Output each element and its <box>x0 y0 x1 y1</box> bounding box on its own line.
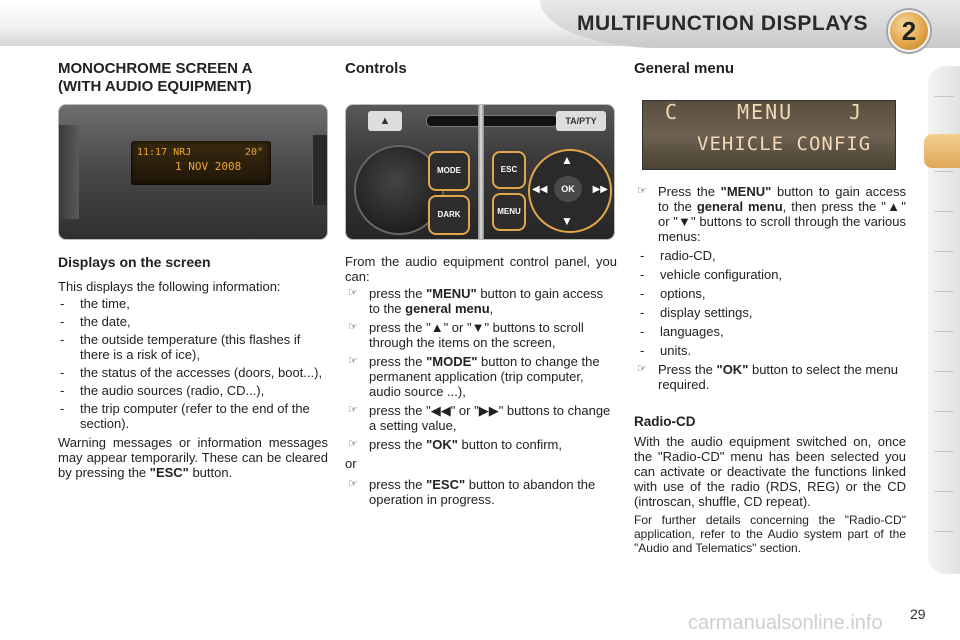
item-text: button to gain access to the <box>658 184 906 214</box>
control-panel-photo <box>345 104 615 240</box>
list-item: - the outside temperature (this flashes if there is a risk of ice), <box>58 332 328 362</box>
dash-vent-right <box>312 135 327 205</box>
navigation-pad <box>528 149 612 233</box>
pointer-icon: ☞ <box>348 404 358 416</box>
dark-button[interactable]: DARK <box>428 195 470 235</box>
item-text: press the "▲" or "▼" buttons to scroll through the items on the screen, <box>369 320 584 350</box>
column-controls <box>345 60 617 511</box>
displays-intro: This displays the following information: <box>58 279 281 294</box>
ta-pty-button[interactable]: TA/PTY <box>556 111 606 131</box>
warning-text: Warning messages or information messages may appear temporarily. These can be cleared by pressing the <box>58 435 328 480</box>
section-heading-controls: Controls <box>345 60 407 77</box>
warning-text-end: button. <box>188 465 233 480</box>
radio-cd-text: With the audio equipment switched on, once the "Radio-CD" menu has been selected you can activate or deactivate the functions linked with use of the radio (RDS, REG) or the CD (introscan, shuffle, CD repeat). <box>634 434 906 509</box>
menus-list <box>638 248 906 358</box>
pointer-icon: ☞ <box>348 478 358 490</box>
item-text: button to confirm, <box>457 437 562 452</box>
general-menu-label: general menu <box>696 199 783 214</box>
list-item: - vehicle configuration, <box>638 267 906 282</box>
tab-divider <box>934 211 954 212</box>
menu-button[interactable]: MENU <box>492 193 526 231</box>
screen-bracket-left: C <box>665 100 678 124</box>
dashboard-display-photo <box>58 104 328 240</box>
tab-divider <box>934 371 954 372</box>
tab-divider <box>934 291 954 292</box>
list-item: - languages, <box>638 324 906 339</box>
esc-key-label: "ESC" <box>149 465 189 480</box>
eject-button[interactable]: ▲ <box>368 111 402 131</box>
page-header <box>0 0 960 58</box>
lcd-temperature: 20° <box>244 147 263 158</box>
section-heading-general-menu: General menu <box>634 60 735 77</box>
pointer-icon: ☞ <box>637 185 647 197</box>
down-button[interactable]: ▼ <box>561 214 573 228</box>
list-item <box>634 362 906 392</box>
list-item <box>345 354 617 399</box>
mode-button[interactable]: MODE <box>428 151 470 191</box>
item-text: button to change the permanent application (trip computer, audio source ...), <box>369 354 600 399</box>
tab-divider <box>934 451 954 452</box>
list-item: - units. <box>638 343 906 358</box>
screen-vehicle-config: VEHICLE CONFIG <box>697 133 872 155</box>
list-item: - the status of the accesses (doors, boot...), <box>58 365 328 380</box>
item-text: Press the <box>658 362 717 377</box>
lcd-date: 1 NOV 2008 <box>175 160 242 173</box>
controls-list <box>345 286 617 452</box>
controls-intro: From the audio equipment control panel, you can: <box>345 254 617 284</box>
or-text: or <box>345 456 357 471</box>
item-text: , <box>489 301 494 316</box>
tab-divider <box>934 491 954 492</box>
pointer-icon: ☞ <box>637 363 647 375</box>
item-text: press the <box>369 437 427 452</box>
esc-button[interactable]: ESC <box>492 151 526 189</box>
ok-key-label: "OK" <box>716 362 749 377</box>
panel-divider <box>478 105 484 239</box>
screen-menu-label: MENU <box>737 100 794 124</box>
section-tab-active[interactable] <box>924 134 960 168</box>
screen-bracket-right: J <box>849 100 862 124</box>
page-number: 29 <box>910 606 926 622</box>
radio-cd-note: For further details concerning the "Radio-CD" application, refer to the Audio system part of the "Audio and Telematics" section. <box>634 513 906 555</box>
section-title-displays: Displays on the screen <box>58 254 211 270</box>
list-item <box>345 286 617 316</box>
column-general-menu <box>634 60 906 555</box>
heading-line-1: MONOCHROME SCREEN A <box>58 60 253 77</box>
item-text: button to select the menu required. <box>658 362 898 392</box>
list-item <box>634 184 906 244</box>
list-item: - options, <box>638 286 906 301</box>
ok-button[interactable]: OK <box>554 176 582 202</box>
column-monochrome-screen <box>58 60 328 480</box>
list-item <box>345 320 617 350</box>
list-item: - the trip computer (refer to the end of the section). <box>58 401 328 431</box>
item-text: press the <box>369 477 427 492</box>
pointer-icon: ☞ <box>348 355 358 367</box>
item-text: press the <box>369 354 427 369</box>
tab-divider <box>934 411 954 412</box>
heading-line-2: (WITH AUDIO EQUIPMENT) <box>58 78 252 95</box>
esc-key-label: "ESC" <box>426 477 466 492</box>
menu-key-label: "MENU" <box>426 286 477 301</box>
forward-button[interactable]: ▶▶ <box>592 184 608 195</box>
item-text: button to gain access to the <box>369 286 604 316</box>
section-title-radio-cd: Radio-CD <box>634 414 696 429</box>
mode-key-label: "MODE" <box>426 354 478 369</box>
page-title: MULTIFUNCTION DISPLAYS <box>576 12 868 35</box>
pointer-icon: ☞ <box>348 287 358 299</box>
rewind-button[interactable]: ◀◀ <box>532 184 548 195</box>
pointer-icon: ☞ <box>348 438 358 450</box>
controls-list-end <box>345 477 617 507</box>
item-text: press the <box>369 286 427 301</box>
pointer-icon: ☞ <box>348 321 358 333</box>
section-heading-monochrome <box>58 60 328 96</box>
cd-slot <box>426 115 558 127</box>
menu-screen-photo <box>642 100 896 170</box>
watermark: carmanualsonline.info <box>688 612 883 634</box>
list-item <box>345 477 617 507</box>
tab-divider <box>934 531 954 532</box>
display-info-list <box>58 296 328 431</box>
list-item: - the audio sources (radio, CD...), <box>58 383 328 398</box>
lcd-screen <box>131 141 271 185</box>
ok-key-label: "OK" <box>426 437 458 452</box>
item-text: Press the <box>658 184 721 199</box>
list-item <box>345 437 617 452</box>
tab-divider <box>934 171 954 172</box>
up-button[interactable]: ▲ <box>561 153 573 167</box>
list-item: - the date, <box>58 314 328 329</box>
item-text: , then press the "▲" or "▼" buttons to scroll through the various menus: <box>658 199 906 244</box>
dash-vent-left <box>59 125 79 219</box>
list-item: - radio-CD, <box>638 248 906 263</box>
general-menu-list-end <box>634 362 906 392</box>
chapter-badge: 2 <box>888 10 930 52</box>
list-item: - the time, <box>58 296 328 311</box>
item-text: button to abandon the operation in progress. <box>369 477 596 507</box>
item-text: press the "◀◀" or "▶▶" buttons to change a setting value, <box>369 403 611 433</box>
tab-divider <box>934 331 954 332</box>
tab-divider <box>934 251 954 252</box>
menu-key-label: "MENU" <box>720 184 772 199</box>
list-item: - display settings, <box>638 305 906 320</box>
lcd-time-source: 11:17 NRJ <box>137 147 192 158</box>
warning-paragraph <box>58 435 328 480</box>
tab-divider <box>934 96 954 97</box>
general-menu-list <box>634 184 906 244</box>
general-menu-label: general menu <box>405 301 490 316</box>
list-item <box>345 403 617 433</box>
